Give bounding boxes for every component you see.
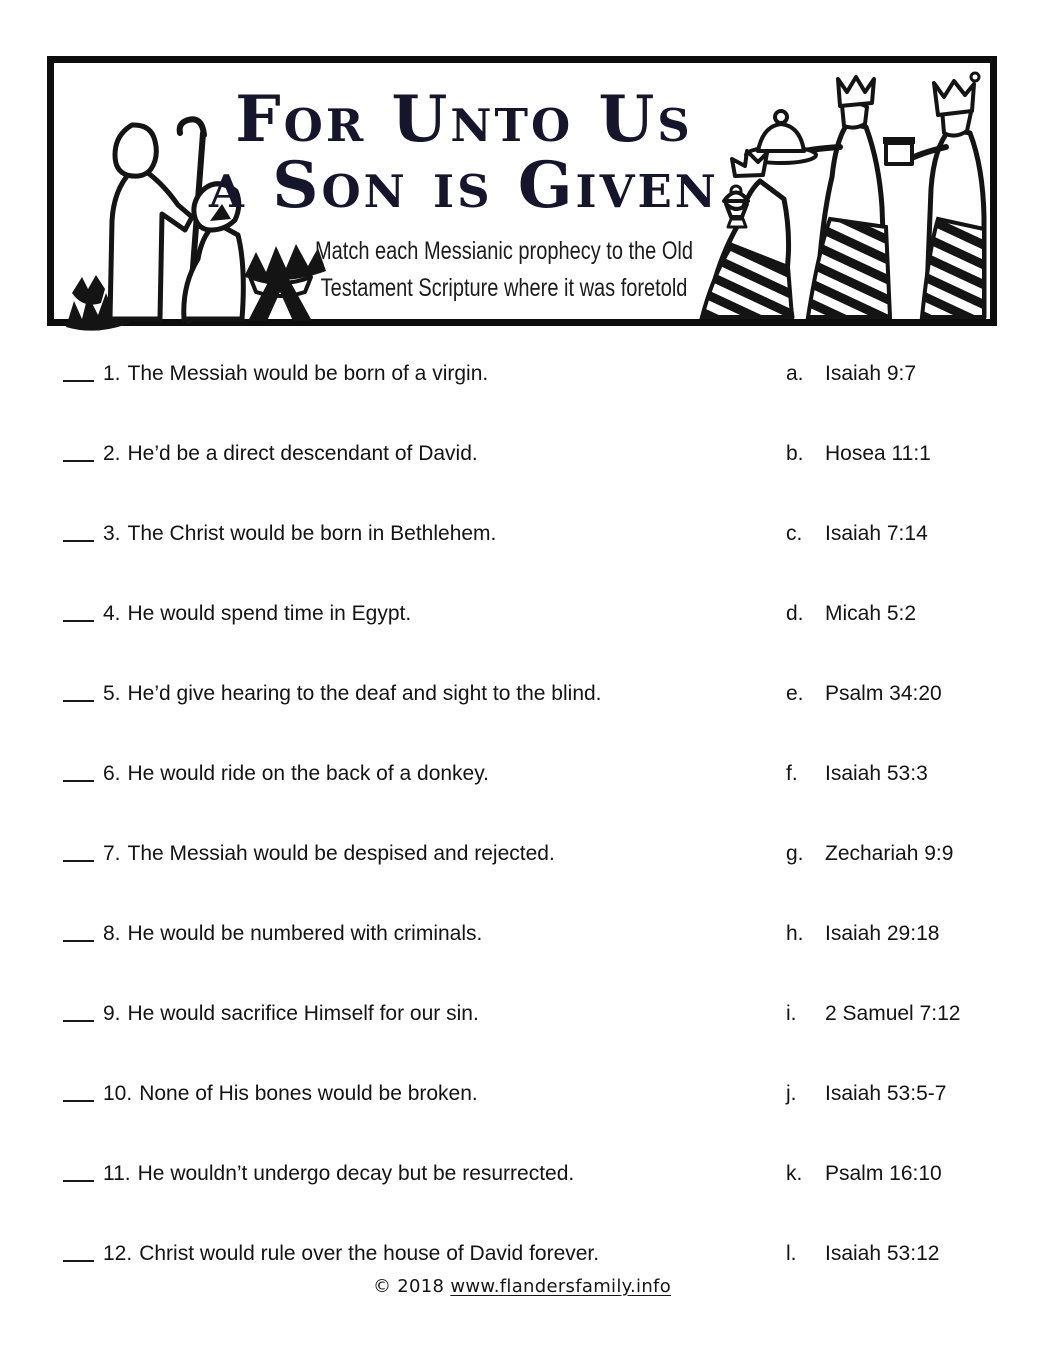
prophecy-item xyxy=(103,1162,574,1186)
prophecy-item xyxy=(103,1082,478,1106)
matching-row xyxy=(0,516,1044,596)
page-title xyxy=(164,82,764,223)
matching-row xyxy=(0,1076,1044,1156)
prophecy-item xyxy=(103,602,411,626)
matching-row xyxy=(0,676,1044,756)
reference-text: Isaiah 53:12 xyxy=(825,1242,940,1265)
prophecy-text: He would sacrifice Himself for our sin. xyxy=(127,1002,479,1025)
prophecy-number: 12. xyxy=(103,1242,133,1265)
reference-text: Isaiah 7:14 xyxy=(825,522,928,545)
answer-blank[interactable] xyxy=(63,761,94,782)
answer-blank[interactable] xyxy=(63,1001,94,1022)
answer-blank[interactable] xyxy=(63,521,94,542)
prophecy-number: 3. xyxy=(103,522,121,545)
prophecy-number: 10. xyxy=(103,1082,133,1105)
prophecy-item xyxy=(103,522,496,546)
prophecy-text: The Messiah would be born of a virgin. xyxy=(127,362,489,385)
prophecy-item xyxy=(103,842,555,866)
reference-text: Psalm 34:20 xyxy=(825,682,942,705)
prophecy-item xyxy=(103,1002,479,1026)
reference-letter: f. xyxy=(786,762,798,785)
prophecy-text: None of His bones would be broken. xyxy=(139,1082,478,1105)
footer-copyright xyxy=(0,1276,1044,1297)
prophecy-item xyxy=(103,1242,599,1266)
matching-list xyxy=(0,356,1044,1316)
prophecy-text: He’d be a direct descendant of David. xyxy=(127,442,478,465)
answer-blank[interactable] xyxy=(63,361,94,382)
prophecy-number: 2. xyxy=(103,442,121,465)
reference-text: Isaiah 9:7 xyxy=(825,362,917,385)
matching-row xyxy=(0,596,1044,676)
prophecy-number: 6. xyxy=(103,762,121,785)
prophecy-text: He’d give hearing to the deaf and sight to the blind. xyxy=(127,682,602,705)
reference-text: 2 Samuel 7:12 xyxy=(825,1002,961,1025)
prophecy-text: He would spend time in Egypt. xyxy=(127,602,412,625)
answer-blank[interactable] xyxy=(63,1161,94,1182)
reference-letter: a. xyxy=(786,362,804,385)
instructions xyxy=(268,233,740,307)
title-line-1: For Unto Us xyxy=(235,82,693,157)
prophecy-item xyxy=(103,922,482,946)
prophecy-text: The Messiah would be despised and rejected. xyxy=(127,842,555,865)
flandersfamily-link[interactable]: www.flandersfamily.info xyxy=(450,1276,672,1297)
matching-row xyxy=(0,836,1044,916)
answer-blank[interactable] xyxy=(63,921,94,942)
reference-letter: j. xyxy=(786,1082,797,1105)
prophecy-number: 1. xyxy=(103,362,121,385)
reference-text: Hosea 11:1 xyxy=(825,442,931,465)
reference-letter: l. xyxy=(786,1242,797,1265)
reference-text: Psalm 16:10 xyxy=(825,1162,942,1185)
instructions-line-2: Testament Scripture where it was foretold xyxy=(320,274,688,302)
instructions-line-1: Match each Messianic prophecy to the Old xyxy=(315,237,693,265)
reference-letter: d. xyxy=(786,602,804,625)
prophecy-text: He would be numbered with criminals. xyxy=(127,922,483,945)
prophecy-number: 5. xyxy=(103,682,121,705)
answer-blank[interactable] xyxy=(63,1241,94,1262)
prophecy-item xyxy=(103,362,488,386)
matching-row xyxy=(0,756,1044,836)
title-line-2: a Son is Given xyxy=(209,148,719,223)
prophecy-text: The Christ would be born in Bethlehem. xyxy=(127,522,497,545)
reference-letter: k. xyxy=(786,1162,803,1185)
prophecy-number: 9. xyxy=(103,1002,121,1025)
copyright-text: © 2018 xyxy=(372,1276,445,1297)
prophecy-number: 11. xyxy=(103,1162,131,1185)
prophecy-text: He wouldn’t undergo decay but be resurrected. xyxy=(137,1162,575,1185)
prophecy-text: He would ride on the back of a donkey. xyxy=(127,762,490,785)
reference-letter: g. xyxy=(786,842,804,865)
reference-letter: b. xyxy=(786,442,804,465)
reference-letter: e. xyxy=(786,682,804,705)
answer-blank[interactable] xyxy=(63,441,94,462)
answer-blank[interactable] xyxy=(63,841,94,862)
prophecy-number: 8. xyxy=(103,922,121,945)
reference-letter: c. xyxy=(786,522,803,545)
reference-text: Micah 5:2 xyxy=(825,602,917,625)
matching-row xyxy=(0,356,1044,436)
reference-letter: h. xyxy=(786,922,804,945)
header-banner xyxy=(47,56,997,326)
matching-row xyxy=(0,1156,1044,1236)
prophecy-number: 7. xyxy=(103,842,121,865)
matching-row xyxy=(0,916,1044,996)
prophecy-number: 4. xyxy=(103,602,121,625)
answer-blank[interactable] xyxy=(63,601,94,622)
reference-text: Isaiah 53:5-7 xyxy=(825,1082,947,1105)
matching-row xyxy=(0,436,1044,516)
answer-blank[interactable] xyxy=(63,1081,94,1102)
reference-letter: i. xyxy=(786,1002,797,1025)
answer-blank[interactable] xyxy=(63,681,94,702)
prophecy-item xyxy=(103,682,602,706)
prophecy-item xyxy=(103,762,489,786)
reference-text: Isaiah 29:18 xyxy=(825,922,940,945)
matching-row xyxy=(0,996,1044,1076)
prophecy-item xyxy=(103,442,478,466)
prophecy-text: Christ would rule over the house of David forever. xyxy=(139,1242,600,1265)
reference-text: Zechariah 9:9 xyxy=(825,842,954,865)
reference-text: Isaiah 53:3 xyxy=(825,762,928,785)
